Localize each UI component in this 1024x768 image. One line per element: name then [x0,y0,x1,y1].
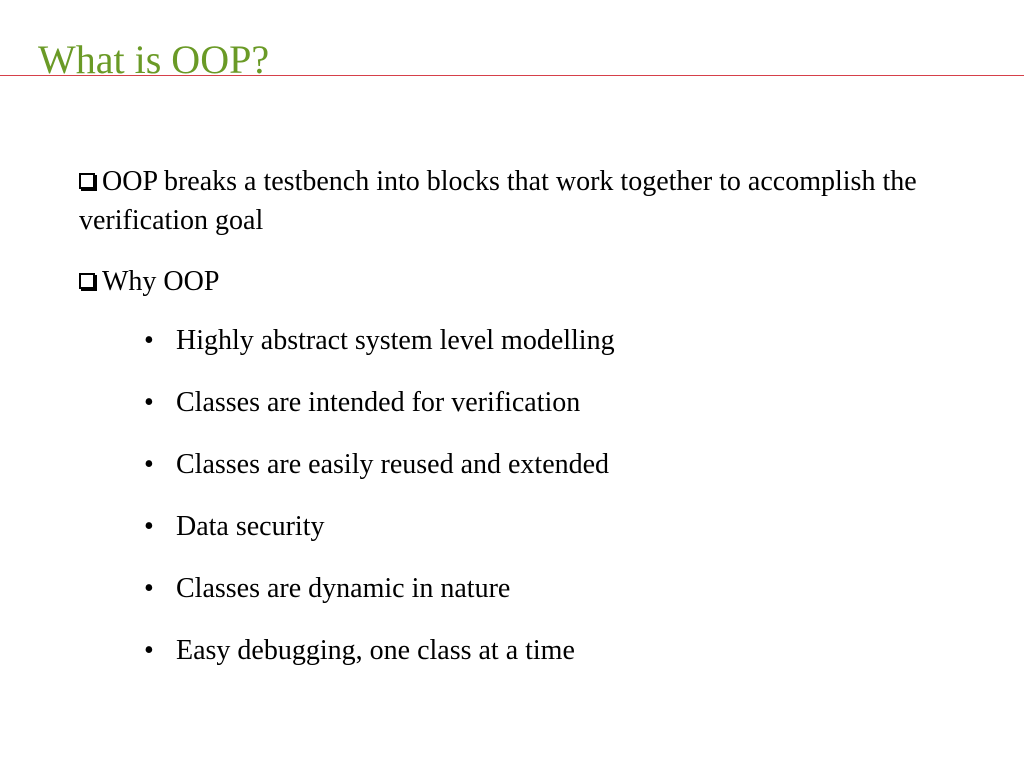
bullet-icon: • [144,511,154,542]
list-item-text: Data security [176,511,325,542]
list-item [144,385,939,421]
list-item-text: Classes are intended for verification [176,387,581,418]
bullet-icon: • [144,635,154,666]
list-item [144,323,939,359]
list-item [144,633,939,669]
point-oop-definition [79,162,939,240]
bullet-icon: • [144,325,154,356]
bullet-icon: • [144,387,154,418]
point-why-oop [79,262,939,301]
list-item-text: Highly abstract system level modelling [176,325,615,356]
bullet-icon: • [144,573,154,604]
title-divider [0,75,1024,76]
point-text: OOP breaks a testbench into blocks that work together to accomplish the verification goal [79,166,917,236]
why-oop-list [79,323,939,669]
slide-title: What is OOP? [38,37,270,82]
list-item [144,571,939,607]
point-text: Why OOP [102,266,220,297]
list-item [144,447,939,483]
list-item-text: Classes are easily reused and extended [176,449,610,480]
slide-content [79,162,939,695]
checkbox-icon [79,273,95,289]
list-item-text: Easy debugging, one class at a time [176,635,575,666]
list-item [144,509,939,545]
bullet-icon: • [144,449,154,480]
checkbox-icon [79,173,95,189]
list-item-text: Classes are dynamic in nature [176,573,511,604]
